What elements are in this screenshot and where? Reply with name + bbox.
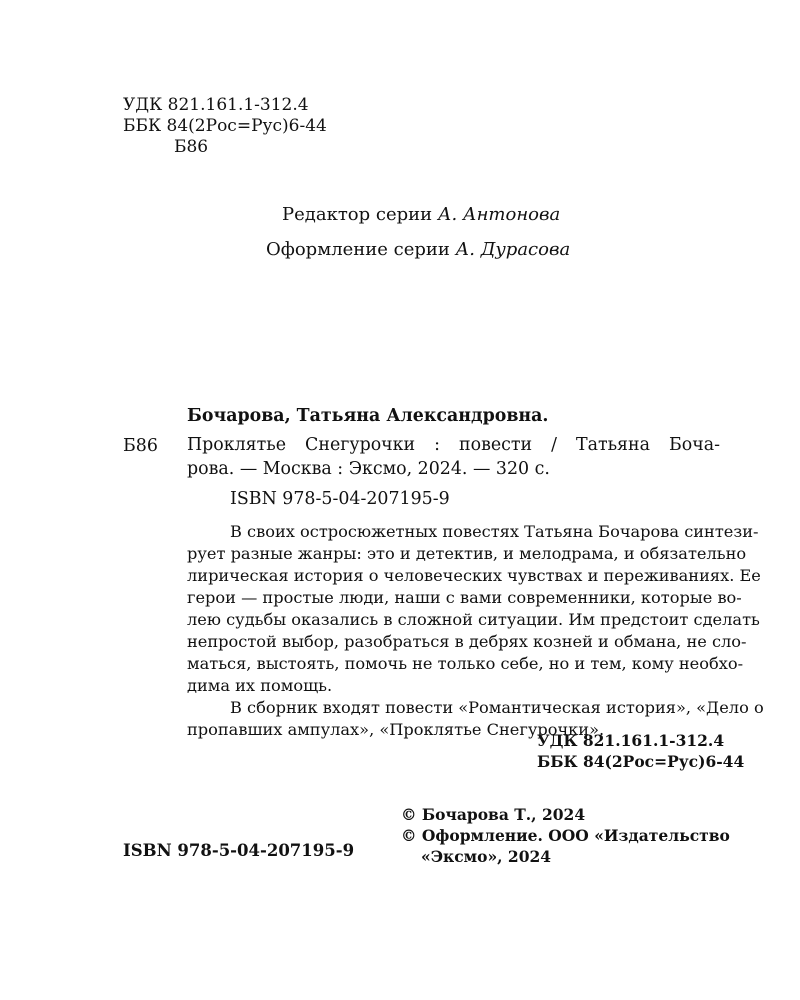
record-title-line1: Проклятье Снегурочки : повести / Татьяна Боча- — [187, 435, 720, 455]
series-design — [266, 239, 570, 260]
classification-bbk: ББК 84(2Рос=Рус)6-44 — [537, 752, 745, 771]
annotation-line: пропавших ампулах», «Проклятье Снегурочки». — [187, 720, 605, 739]
annotation-line: рует разные жанры: это и детектив, и мелодрама, и обязательно — [187, 544, 747, 563]
annotation-line: маться, выстоять, помочь не только себе, но и тем, кому необхо- — [187, 654, 744, 673]
bbk-code: ББК 84(2Рос=Рус)6-44 — [123, 116, 327, 136]
record-code: Б86 — [123, 436, 158, 456]
record-title-line2: рова. — Москва : Эксмо, 2024. — 320 с. — [187, 459, 550, 479]
annotation-line: В своих остросюжетных повестях Татьяна Бочарова синтези- — [230, 522, 759, 541]
annotation-line: лею судьбы оказались в сложной ситуации. Им предстоит сделать — [187, 610, 760, 629]
series-editor-name: А. Антонова — [437, 204, 561, 225]
annotation-line: лирическая история о человеческих чувствах и переживаниях. Ее — [187, 566, 761, 585]
series-editor — [282, 204, 560, 225]
record-isbn: ISBN 978-5-04-207195-9 — [230, 489, 450, 509]
copyright-design-line1: © Оформление. ООО «Издательство — [401, 826, 730, 845]
record-author: Бочарова, Татьяна Александровна. — [187, 406, 549, 426]
udk-code: УДК 821.161.1-312.4 — [123, 95, 309, 115]
series-design-name: А. Дурасова — [455, 239, 571, 260]
annotation-line: герои — простые люди, наши с вами современники, которые во- — [187, 588, 742, 607]
copyright-design-line2: «Эксмо», 2024 — [421, 847, 552, 866]
footer-isbn: ISBN 978-5-04-207195-9 — [123, 841, 355, 860]
annotation-line: непростой выбор, разобраться в дебрях козней и обмана, не сло- — [187, 632, 747, 651]
classification-udk: УДК 821.161.1-312.4 — [537, 731, 725, 750]
copyright-author: © Бочарова Т., 2024 — [401, 805, 586, 824]
series-editor-label: Редактор серии — [282, 204, 433, 225]
annotation-line: В сборник входят повести «Романтическая история», «Дело о — [230, 698, 764, 717]
annotation-line: дима их помощь. — [187, 676, 333, 695]
author-sign: Б86 — [174, 137, 209, 157]
series-design-label: Оформление серии — [266, 239, 450, 260]
